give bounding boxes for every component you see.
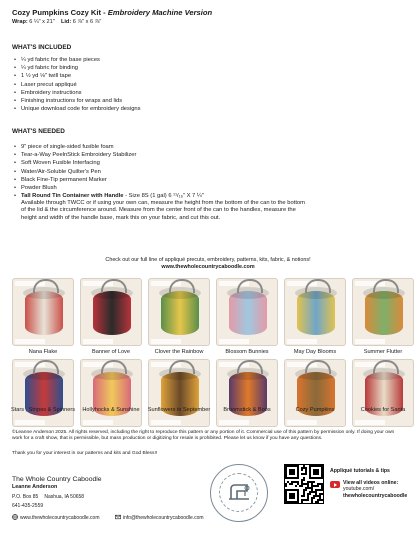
- product-image[interactable]: [216, 278, 278, 346]
- tin-illustration: [161, 291, 199, 335]
- tin-illustration: [25, 291, 63, 335]
- footer: [0, 458, 416, 538]
- needed-list: [14, 143, 136, 192]
- phone: 641-435-2559: [12, 503, 44, 509]
- needed-item: • Water/Air-Soluble Quilter's Pen: [14, 168, 136, 176]
- tin-illustration: [365, 291, 403, 335]
- video-line-3: thewholecountrycaboodle: [343, 492, 408, 499]
- needed-item: • Tear-a-Way PeelnStick Embroidery Stabilizer: [14, 151, 136, 159]
- needed-item: • Powder Blush: [14, 184, 136, 192]
- included-item: • 1 ½ yd ⅛" twill tape: [14, 72, 141, 80]
- city: Nashua, IA 50658: [44, 494, 85, 500]
- needed-heading: WHAT'S NEEDED: [12, 128, 65, 135]
- product-caption: May Day Blooms: [293, 349, 337, 355]
- product-image[interactable]: [216, 359, 278, 427]
- copyright-notice: ©Leanne Anderson 2025. All rights reserved, including the right to reproduce this pattern or any portion of it. Commercial use of this pattern by permission only. If doing your own work for a craft show, that is permissible, but mass production or digitizing for resale is prohibited. Please let us know if you have any questions.: [12, 430, 395, 442]
- product-image[interactable]: [80, 278, 142, 346]
- product-image[interactable]: [284, 278, 346, 346]
- promo-text: Check out our full line of appliqué precuts, embroidery, patterns, kits, fabric, & notions!: [105, 257, 311, 263]
- product-image[interactable]: [284, 359, 346, 427]
- product-image[interactable]: [352, 359, 414, 427]
- po-box: P.O. Box 85: [12, 494, 39, 500]
- tin-item: [14, 192, 204, 200]
- email-text: info@thewholecountrycaboodle.com: [122, 515, 204, 521]
- product-image[interactable]: [12, 359, 74, 427]
- needed-item: • Black Fine-Tip permanent Marker: [14, 176, 136, 184]
- company-name: The Whole Country Caboodle: [12, 476, 102, 483]
- product-caption: Blossom Bunnies: [225, 349, 269, 355]
- product-caption: Clover the Rainbow: [154, 349, 204, 355]
- page-title: [12, 8, 212, 17]
- tin-instructions: Available through TWCC or if using your own can, measure the height from the bottom of the can to the bottom of the lid & the circumference around. Measure from the center front of the can to the handles, measure the height and width of the handle base, mark this on your fabric, and cut this out.: [21, 200, 305, 221]
- youtube-info[interactable]: [330, 480, 407, 499]
- thank-you-note: Thank you for your interest in our patterns and kits and God Bless!!: [12, 451, 158, 456]
- tin-size: - Size 8S (1 gal) 6 ¹¹/₁₆" X 7 ¼": [123, 193, 204, 199]
- product-caption: Cookies for Santa: [360, 407, 406, 413]
- promo-url[interactable]: www.thewholecountrycaboodle.com: [161, 264, 255, 270]
- included-item: • Finishing instructions for wraps and lids: [14, 97, 141, 105]
- website-text: www.thewholecountrycaboodle.com: [20, 515, 100, 521]
- tin-illustration: [229, 291, 267, 335]
- sewing-machine-icon: [225, 479, 253, 507]
- product-caption: Stars , Stripes & Spinners: [10, 407, 76, 413]
- included-item: • Embroidery instructions: [14, 89, 141, 97]
- included-item: • Unique download code for embroidery designs: [14, 105, 141, 113]
- needed-item: • Soft Woven Fusible Interfacing: [14, 159, 136, 167]
- tin-illustration: [93, 291, 131, 335]
- video-line-1: View all videos online:: [343, 480, 399, 486]
- video-line-2: youtube.com/: [343, 486, 375, 493]
- product-caption: Cozy Pumpkins: [295, 407, 335, 413]
- title-main: Cozy Pumpkins Cozy Kit -: [12, 8, 108, 17]
- product-caption: Nana Flake: [28, 349, 58, 355]
- tin-name: Tall Round Tin Container with Handle: [21, 193, 124, 199]
- product-caption: Banner of Love: [92, 349, 130, 355]
- contact-links: [12, 514, 218, 521]
- size-line: [12, 19, 101, 25]
- email-link[interactable]: [115, 515, 204, 521]
- lid-label: Lid:: [60, 19, 72, 25]
- title-version: Embroidery Machine Version: [107, 8, 213, 17]
- product-caption: Broomstick & Boos: [223, 407, 271, 413]
- lid-value: 6 ⅞" x 6 ⅞": [71, 19, 102, 25]
- wrap-value: 6 ¼" x 21": [27, 19, 55, 25]
- included-list: [14, 56, 141, 113]
- product-image[interactable]: [12, 278, 74, 346]
- qr-code[interactable]: [284, 464, 324, 504]
- included-heading: WHAT'S INCLUDED: [12, 44, 72, 51]
- website-link[interactable]: [12, 515, 101, 521]
- youtube-icon: [330, 481, 340, 488]
- needed-item: • 9" piece of single-sided fusible foam: [14, 143, 136, 151]
- included-item: • ¼ yd fabric for binding: [14, 64, 141, 72]
- product-caption: Summer Flutter: [363, 349, 403, 355]
- product-caption: Hollyhocks & Sunshine: [82, 407, 140, 413]
- qr-code-icon: [285, 465, 323, 503]
- product-image[interactable]: [148, 278, 210, 346]
- globe-icon: [12, 514, 18, 520]
- email-icon: [115, 514, 121, 520]
- wrap-label: Wrap:: [12, 19, 28, 25]
- product-image[interactable]: [80, 359, 142, 427]
- tin-illustration: [297, 291, 335, 335]
- product-caption: Sunflowers in September: [147, 407, 211, 413]
- product-image[interactable]: [148, 359, 210, 427]
- address: [12, 494, 90, 500]
- included-item: • ¼ yd fabric for the base pieces: [14, 56, 141, 64]
- product-image[interactable]: [352, 278, 414, 346]
- included-item: • Laser precut appliqué: [14, 81, 141, 89]
- designer-name: Leanne Anderson: [12, 484, 58, 490]
- qr-caption: Appliqué tutorials & tips: [330, 468, 390, 474]
- company-seal-logo: [210, 464, 268, 522]
